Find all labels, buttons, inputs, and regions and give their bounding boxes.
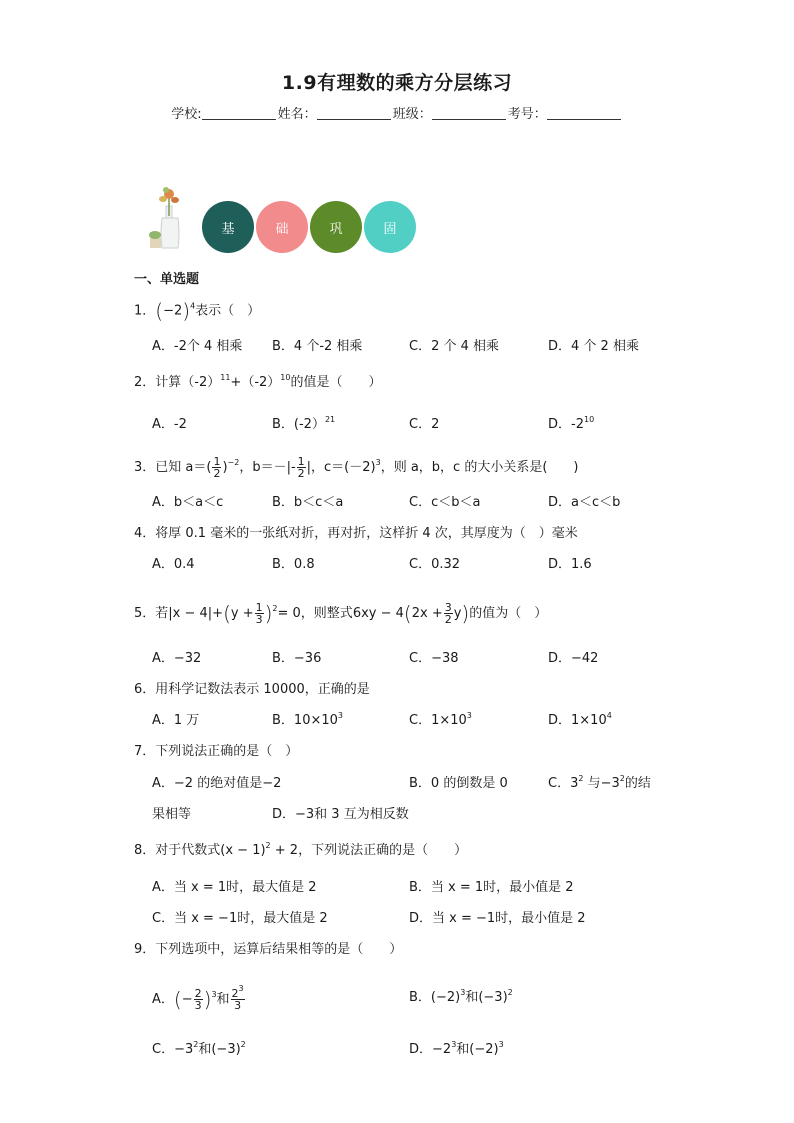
q2-option-a[interactable]: A．-2	[152, 417, 187, 432]
fraction: $\frac{1}{3}$	[255, 601, 263, 626]
q8-option-a[interactable]: A．当 x = 1时，最大值是 2	[152, 880, 317, 895]
q9-option-c[interactable]: C．$-3^2$和$(-3)^2$	[152, 1040, 246, 1057]
q3-option-b[interactable]: B．b＜c＜a	[272, 495, 344, 510]
q2-option-b[interactable]: B．(-2）$^{21}$	[272, 415, 336, 432]
name-label: 姓名：	[277, 107, 317, 122]
q7-option-c-continued: 果相等	[152, 807, 192, 822]
q4-option-c[interactable]: C．0.32	[409, 557, 461, 572]
q1-option-c[interactable]: C．2 个 4 相乘	[409, 339, 500, 354]
question-2: 2．计算$(-2)^{11}+(-2)^{10}$的值是（ ）	[134, 373, 382, 390]
question-5: 5．若|x − 4|+(y + $\frac{1}{3}$ )$^2$= 0，则整式6xy − 4(2x + $\frac{3}{2}$ y)的值为（ ）	[134, 601, 548, 626]
name-blank[interactable]	[317, 106, 391, 120]
page-title: 1.9有理数的乘方分层练习	[281, 72, 513, 94]
fraction: $\frac{3}{2}$	[444, 601, 452, 626]
q4-option-d[interactable]: D．1.6	[548, 557, 592, 572]
q1-option-a[interactable]: A．-2个 4 相乘	[152, 339, 243, 354]
fraction: $\frac{1}{2}$	[213, 455, 221, 480]
q4-option-a[interactable]: A．0.4	[152, 557, 195, 572]
fraction: $\frac{1}{2}$	[297, 455, 305, 480]
q8-option-d[interactable]: D．当 x = −1时，最小值是 2	[409, 911, 586, 926]
class-label: 班级：	[392, 107, 432, 122]
badge-chu: 础	[256, 201, 308, 253]
q5-option-d[interactable]: D．−42	[548, 651, 599, 666]
q7-option-c[interactable]: C．$3^2$ 与$-3^2$的结	[548, 774, 651, 791]
q2-option-c[interactable]: C．2	[409, 417, 440, 432]
q5-option-c[interactable]: C．−38	[409, 651, 459, 666]
fraction: $\frac{2^3}{3}$	[231, 984, 244, 1012]
q8-option-c[interactable]: C．当 x = −1时，最大值是 2	[152, 911, 328, 926]
q4-option-b[interactable]: B．0.8	[272, 557, 315, 572]
q6-option-b[interactable]: B．$10\times 10^3$	[272, 711, 343, 728]
question-9: 9．下列选项中，运算后结果相等的是（ ）	[134, 942, 403, 957]
q1-option-b[interactable]: B．4 个-2 相乘	[272, 339, 363, 354]
exam-number-label: 考号：	[507, 107, 547, 122]
question-3: 3．已知 a＝( $\frac{1}{2}$ )$^{-2}$，b＝－|- $\frac{1}{2}$ |，$c=(-2)^3$，则 a，b，c 的大小关系是( )	[134, 455, 579, 480]
school-label: 学校:	[171, 107, 202, 122]
question-7: 7．下列说法正确的是（ ）	[134, 744, 299, 759]
q7-option-d[interactable]: D．−3和 3 互为相反数	[272, 807, 409, 822]
question-4: 4．将厚 0.1 毫米的一张纸对折，再对折，这样折 4 次，其厚度为（ ）毫米	[134, 526, 578, 541]
q5-option-a[interactable]: A．−32	[152, 651, 202, 666]
q2-option-d[interactable]: D．$-2^{10}$	[548, 415, 595, 432]
q9-option-b[interactable]: B．$(-2)^3$和$(-3)^2$	[409, 988, 513, 1005]
vase-plant-icon	[148, 186, 192, 252]
q6-option-d[interactable]: D．$1\times 10^4$	[548, 711, 612, 728]
question-1: 1．$(-2)^4$表示（ ）	[134, 299, 261, 323]
badge-gu: 固	[364, 201, 416, 253]
school-blank[interactable]	[202, 106, 276, 120]
q3-option-c[interactable]: C．c＜b＜a	[409, 495, 481, 510]
badge-ji: 基	[202, 201, 254, 253]
section-heading: 一、单选题	[134, 272, 200, 287]
question-8: 8．对于代数式$(x - 1)^2 + 2$，下列说法正确的是（ ）	[134, 841, 468, 858]
question-6: 6．用科学记数法表示 10000，正确的是	[134, 682, 370, 697]
q7-option-a[interactable]: A．−2 的绝对值是−2	[152, 776, 282, 791]
q5-option-b[interactable]: B．−36	[272, 651, 322, 666]
q6-option-a[interactable]: A．1 万	[152, 713, 200, 728]
student-info-line	[0, 103, 794, 122]
q1-option-d[interactable]: D．4 个 2 相乘	[548, 339, 639, 354]
q6-option-c[interactable]: C．$1\times 10^3$	[409, 711, 472, 728]
fraction: $\frac{2}{3}$	[194, 987, 202, 1012]
class-blank[interactable]	[432, 106, 506, 120]
badge-gong: 巩	[310, 201, 362, 253]
q7-option-b[interactable]: B．0 的倒数是 0	[409, 776, 508, 791]
q9-option-a[interactable]: A．(− $\frac{2}{3}$ )$^3$和 $\frac{2^3}{3}$	[152, 984, 244, 1012]
q3-option-a[interactable]: A．b＜a＜c	[152, 495, 224, 510]
q8-option-b[interactable]: B．当 x = 1时，最小值是 2	[409, 880, 574, 895]
exam-number-blank[interactable]	[547, 106, 621, 120]
q9-option-d[interactable]: D．$-2^3$和$(-2)^3$	[409, 1040, 504, 1057]
q3-option-d[interactable]: D．a＜c＜b	[548, 495, 621, 510]
